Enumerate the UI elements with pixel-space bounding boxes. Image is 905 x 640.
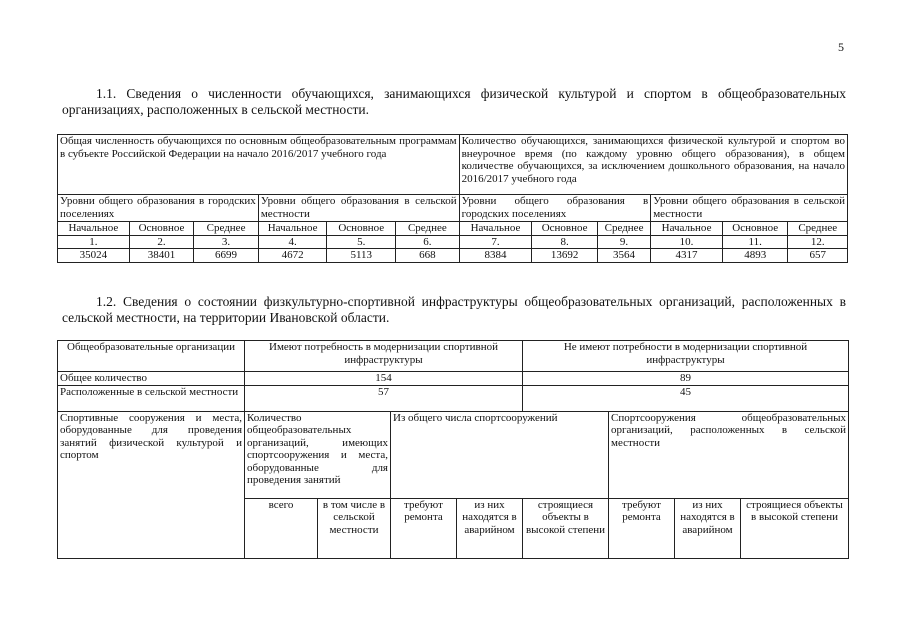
column-number: 1.	[58, 235, 130, 249]
sub-total: всего	[245, 498, 318, 558]
row-rural-noneed: 45	[523, 385, 849, 411]
column-number: 6.	[396, 235, 460, 249]
value-cell: 4672	[258, 249, 327, 263]
level-name: Основное	[532, 222, 598, 236]
column-number: 10.	[651, 235, 723, 249]
value-cell: 8384	[459, 249, 532, 263]
section-heading-1-2	[62, 294, 846, 326]
value-cell: 657	[788, 249, 848, 263]
value-cell: 35024	[58, 249, 130, 263]
column-number: 11.	[722, 235, 788, 249]
level-name: Начальное	[258, 222, 327, 236]
no-need-modernization-header: Не имеют потребности в модернизации спортивной инфраструктуры	[523, 341, 849, 372]
level-name: Начальное	[58, 222, 130, 236]
row-facilities-label: Спортивные сооружения и места, оборудованные для проведения занятий физической культурой и спортом	[58, 411, 245, 558]
level-group-header: Уровни общего образования в городских поселениях	[459, 195, 651, 222]
level-name: Начальное	[651, 222, 723, 236]
level-name: Среднее	[597, 222, 650, 236]
students-total-header: Общая численность обучающихся по основным общеобразовательным программам в субъекте Российской Федерации на начало 2016/2017 учебного года	[58, 135, 460, 195]
section-heading-1-1-text: 1.1. Сведения о численности обучающихся, занимающихся физической культурой и спортом в общеобразовательных организациях, расположенных в сельской местности.	[62, 86, 846, 117]
row-total-label: Общее количество	[58, 372, 245, 386]
value-cell: 668	[396, 249, 460, 263]
rural-facilities-header: Спортсооружения общеобразовательных организаций, расположенных в сельской местности	[609, 411, 849, 498]
page-number: 5	[838, 40, 844, 54]
row-rural-need: 57	[245, 385, 523, 411]
value-cell: 6699	[194, 249, 259, 263]
level-group-header: Уровни общего образования в городских поселениях	[58, 195, 259, 222]
level-name: Среднее	[194, 222, 259, 236]
sub-emergency: из них находятся в аварийном	[457, 498, 523, 558]
level-group-header: Уровни общего образования в сельской местности	[651, 195, 848, 222]
row-total-need: 154	[245, 372, 523, 386]
column-number: 5.	[327, 235, 396, 249]
column-number: 7.	[459, 235, 532, 249]
of-total-facilities-header: Из общего числа спортсооружений	[391, 411, 609, 498]
students-sport-header: Количество обучающихся, занимающихся физической культурой и спортом во внеурочное время (по каждому уровню общего образования), в общем количестве обучающихся, за исключением дошкольного образования, на начало 2016/2017 учебного года	[459, 135, 847, 195]
sub-construction-rural: строящиеся объекты в высокой степени	[741, 498, 849, 558]
value-cell: 4893	[722, 249, 788, 263]
students-table	[57, 134, 848, 263]
section-heading-1-2-text: 1.2. Сведения о состоянии физкультурно-спортивной инфраструктуры общеобразовательных организаций, расположенных в сельской местности, на территории Ивановской области.	[62, 294, 846, 325]
level-name: Начальное	[459, 222, 532, 236]
column-number: 8.	[532, 235, 598, 249]
column-number: 2.	[129, 235, 194, 249]
count-organizations-header: Количество общеобразовательных организаций, имеющих спортсооружения и места, оборудованные для проведения занятий	[245, 411, 391, 498]
level-name: Основное	[722, 222, 788, 236]
infrastructure-table	[57, 340, 849, 559]
org-header: Общеобразовательные организации	[58, 341, 245, 372]
column-number: 12.	[788, 235, 848, 249]
level-name: Основное	[327, 222, 396, 236]
sub-emergency-rural: из них находятся в аварийном	[675, 498, 741, 558]
value-cell: 5113	[327, 249, 396, 263]
level-name: Основное	[129, 222, 194, 236]
row-rural-label: Расположенные в сельской местности	[58, 385, 245, 411]
column-number: 3.	[194, 235, 259, 249]
value-cell: 3564	[597, 249, 650, 263]
section-heading-1-1	[62, 86, 846, 118]
value-cell: 38401	[129, 249, 194, 263]
column-number: 9.	[597, 235, 650, 249]
sub-repair-rural: требуют ремонта	[609, 498, 675, 558]
value-cell: 4317	[651, 249, 723, 263]
level-name: Среднее	[788, 222, 848, 236]
level-name: Среднее	[396, 222, 460, 236]
sub-rural: в том числе в сельской местности	[318, 498, 391, 558]
sub-construction: строящиеся объекты в высокой степени	[523, 498, 609, 558]
sub-repair: требуют ремонта	[391, 498, 457, 558]
column-number: 4.	[258, 235, 327, 249]
need-modernization-header: Имеют потребность в модернизации спортивной инфраструктуры	[245, 341, 523, 372]
level-group-header: Уровни общего образования в сельской местности	[258, 195, 459, 222]
value-cell: 13692	[532, 249, 598, 263]
row-total-noneed: 89	[523, 372, 849, 386]
